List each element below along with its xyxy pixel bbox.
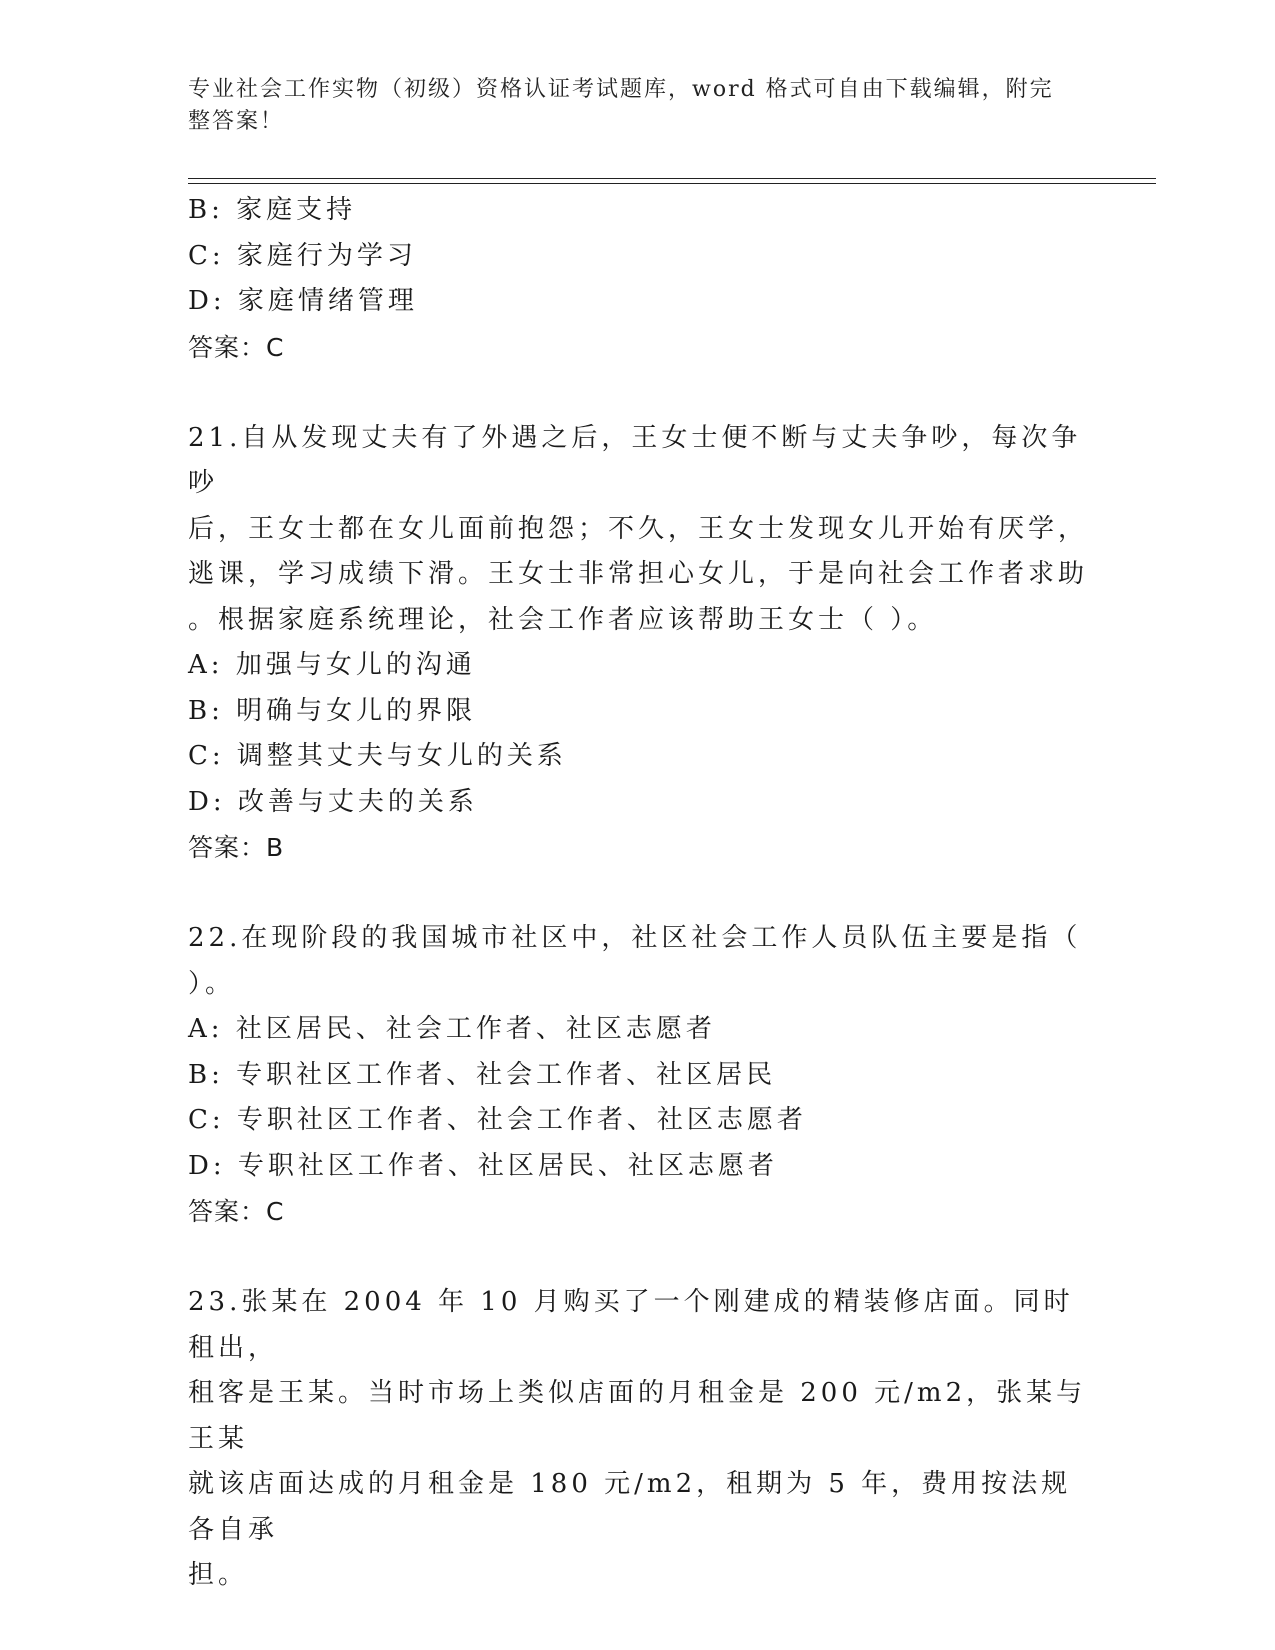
option-b: B: 专职社区工作者、社会工作者、社区居民 (188, 1059, 777, 1090)
option-d: D: 改善与丈夫的关系 (188, 786, 478, 817)
option-a: A: 加强与女儿的沟通 (188, 650, 476, 680)
question-21-line-3: 逃课，学习成绩下滑。王女士非常担心女儿，于是向社会工作者求助 (188, 559, 1089, 589)
question-23-line-3: 就该店面达成的月租金是 180 元/m2，租期为 5 年，费用按法规各自承 (188, 1469, 1072, 1545)
question-21-answer: 答案：B (188, 833, 285, 862)
question-content (188, 188, 1088, 1599)
spacer (188, 370, 1088, 416)
question-22 (188, 916, 1088, 1235)
question-23-line-1: 23.张某在 2004 年 10 月购买了一个刚建成的精装修店面。同时租出， (188, 1287, 1074, 1363)
question-23-line-4: 担。 (188, 1560, 249, 1590)
prev-question-options (188, 188, 1088, 325)
header-text: 专业社会工作实物（初级）资格认证考试题库，word 格式可自由下载编辑，附完整答案！ (188, 77, 1054, 134)
question-23-line-2: 租客是王某。当时市场上类似店面的月租金是 200 元/m2，张某与王某 (188, 1378, 1087, 1454)
question-21-line-1: 21.自从发现丈夫有了外遇之后，王女士便不断与丈夫争吵，每次争吵 (188, 422, 1082, 498)
header-divider-top (188, 178, 1156, 179)
option-d: D: 家庭情绪管理 (188, 286, 418, 316)
option-c: C: 家庭行为学习 (188, 240, 417, 271)
option-c: C: 专职社区工作者、社会工作者、社区志愿者 (188, 1105, 807, 1135)
header-divider-bottom (188, 183, 1156, 184)
option-c: C: 调整其丈夫与女儿的关系 (188, 741, 567, 771)
option-b: B: 明确与女儿的界限 (188, 695, 477, 726)
question-22-line-2: ）。 (188, 968, 236, 999)
question-21-line-2: 后，王女士都在女儿面前抱怨；不久，王女士发现女儿开始有厌学， (188, 513, 1089, 544)
option-d: D: 专职社区工作者、社区居民、社区志愿者 (188, 1150, 778, 1181)
spacer (188, 1235, 1088, 1281)
question-21 (188, 416, 1088, 871)
question-22-answer: 答案：C (188, 1197, 285, 1226)
question-23 (188, 1280, 1088, 1599)
question-22-line-1: 22.在现阶段的我国城市社区中，社区社会工作人员队伍主要是指（ (188, 923, 1082, 953)
option-b: B: 家庭支持 (188, 195, 357, 225)
spacer (188, 871, 1088, 917)
option-a: A: 社区居民、社会工作者、社区志愿者 (188, 1014, 716, 1044)
prev-question-answer: 答案：C (188, 332, 285, 362)
question-21-line-4: 。根据家庭系统理论，社会工作者应该帮助王女士（ ）。 (188, 604, 938, 635)
page-header (188, 74, 1068, 138)
